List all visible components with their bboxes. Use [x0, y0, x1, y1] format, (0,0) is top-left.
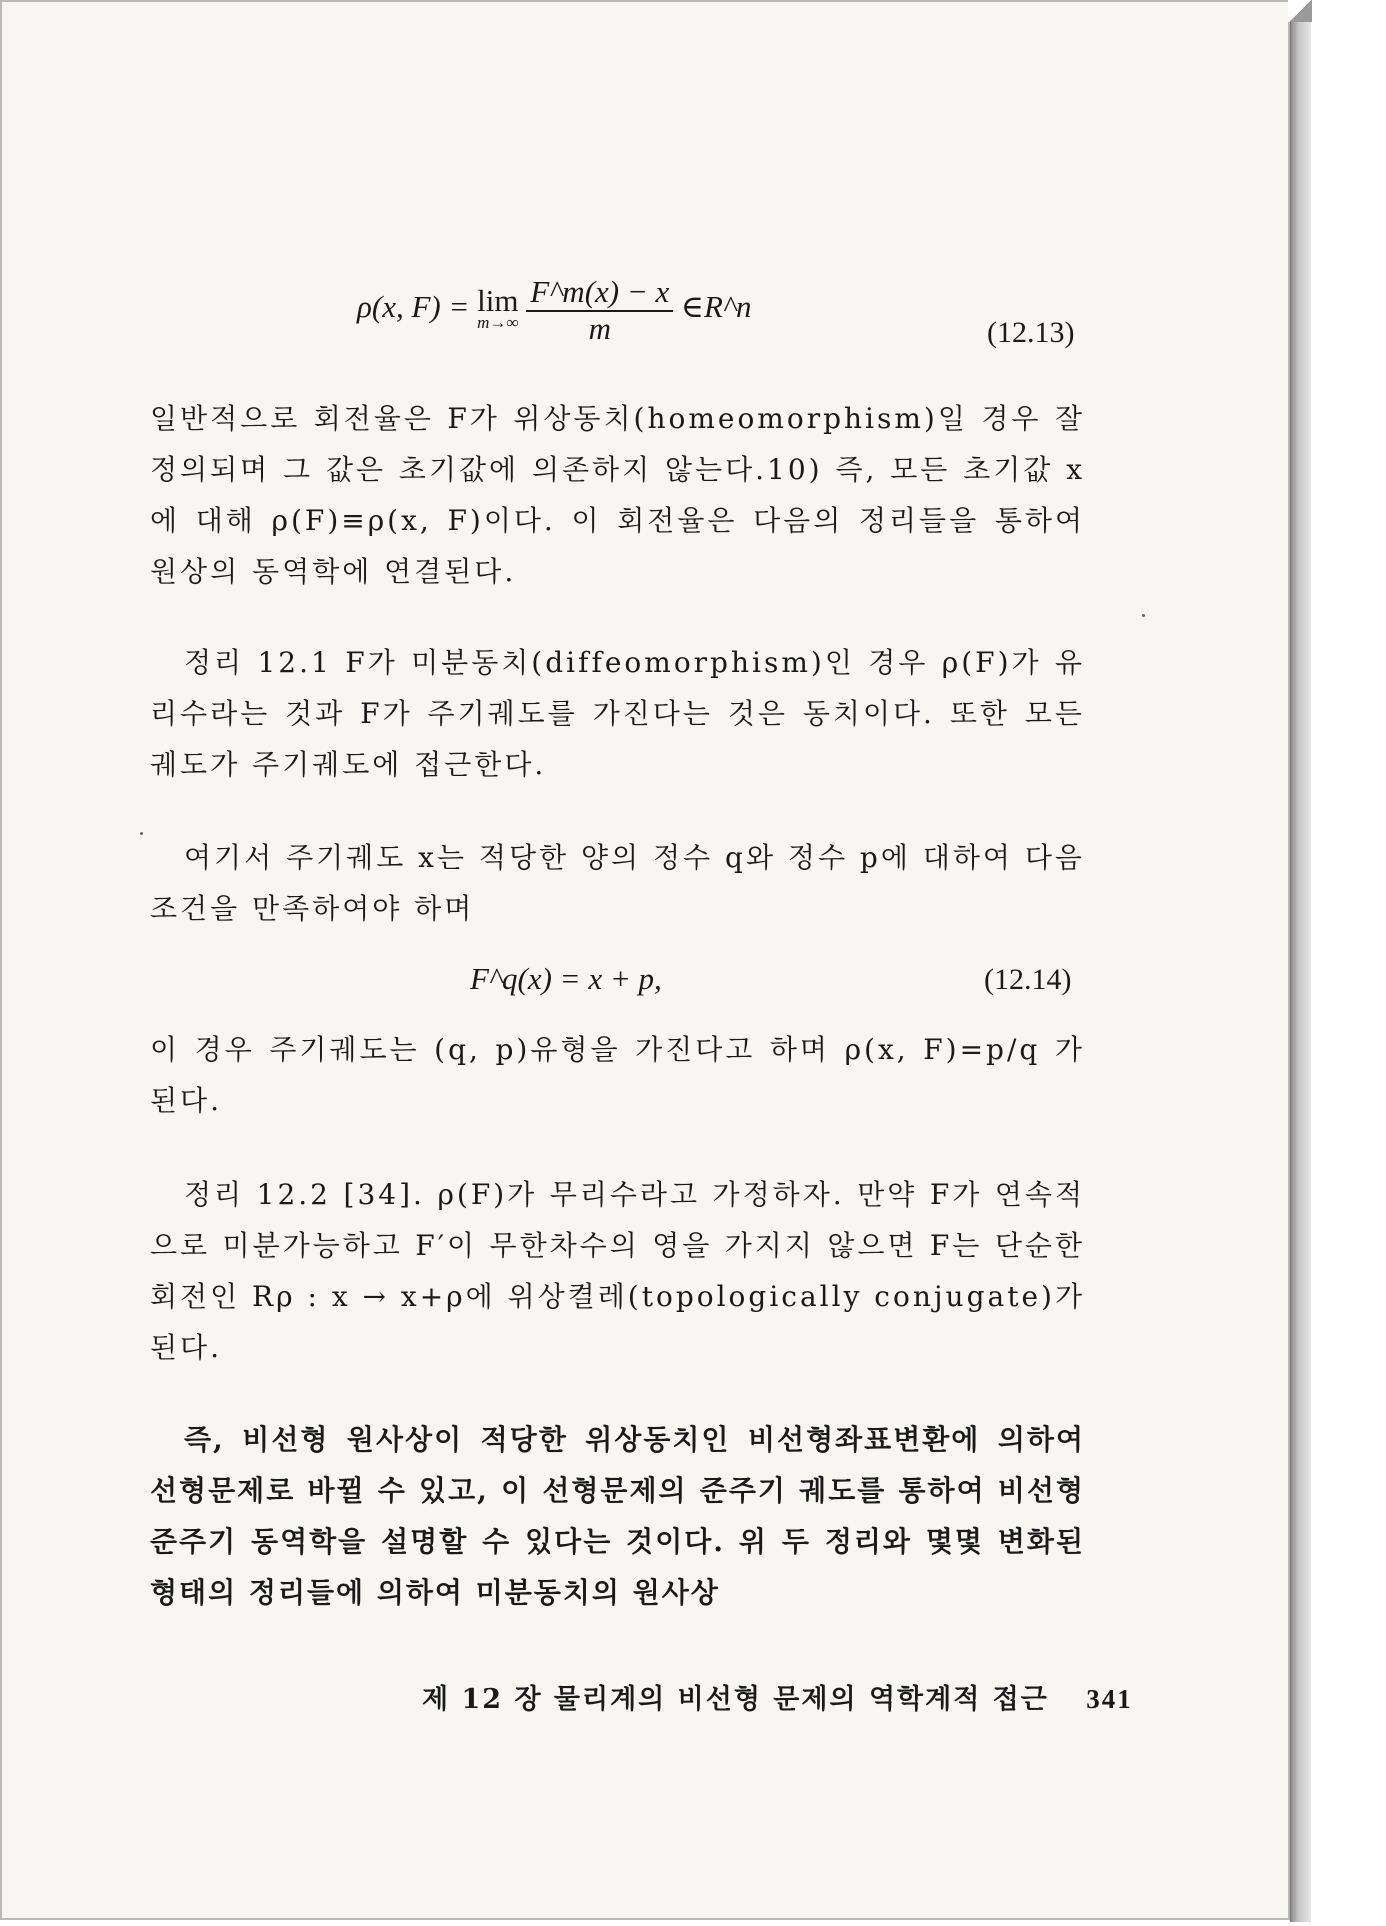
eq1-fraction [526, 274, 673, 346]
print-speck [1142, 614, 1145, 617]
paragraph-rotation-number: 일반적으로 회전율은 F가 위상동치(homeomorphism)일 경우 잘 정의되며 그 값은 초기값에 의존하지 않는다.10) 즉, 모든 초기값 x에 대해 ρ(F)≡ρ(x, F)이다. 이 회전율은 다음의 정리들을 통하여 원상의 동역학에 연결된다. [150, 402, 1085, 588]
eq1-lhs: ρ(x, F) = [357, 289, 470, 325]
equation-12-13 [357, 274, 752, 346]
eq1-rhs: ∈R^n [681, 289, 752, 325]
equation-number-12-13: (12.13) [987, 316, 1075, 349]
eq1-lim-subscript: m→∞ [477, 313, 519, 332]
page-corner-curl [1288, 0, 1312, 22]
theorem-12-1: 정리 12.1 F가 미분동치(diffeomorphism)인 경우 ρ(F)가 유리수라는 것과 F가 주기궤도를 가진다는 것은 동치이다. 또한 모든 궤도가 주기궤도에 접근한다. [150, 646, 1085, 781]
page-footer [422, 1677, 1133, 1716]
page-edge-shadow [1290, 0, 1311, 1922]
paragraph-periodic-orbit: 여기서 주기궤도 x는 적당한 양의 정수 q와 정수 p에 대하여 다음 조건을 만족하여야 하며 [150, 841, 1085, 925]
equation-number-12-14: (12.14) [984, 963, 1072, 996]
page-number: 341 [1086, 1684, 1133, 1714]
eq1-limit [477, 283, 519, 332]
equation-12-14: F^q(x) = x + p, [470, 961, 662, 996]
paragraph-orbit-type: 이 경우 주기궤도는 (q, p)유형을 가진다고 하며 ρ(x, F)=p/q 가 된다. [150, 1033, 1085, 1117]
chapter-title: 제 12 장 물리계의 비선형 문제의 역학계적 접근 [422, 1684, 1049, 1715]
eq1-numerator: F^m(x) − x [526, 274, 673, 312]
theorem-12-2: 정리 12.2 [34]. ρ(F)가 무리수라고 가정하자. 만약 F가 연속적으로 미분가능하고 F′이 무한차수의 영을 가지지 않으면 F는 단순한 회전인 Rρ : x → x+ρ에 위상켤레(topologically conjugate)가 된다. [150, 1178, 1085, 1364]
eq1-denominator: m [588, 311, 611, 346]
print-speck [140, 832, 143, 835]
paragraph-conclusion: 즉, 비선형 원사상이 적당한 위상동치인 비선형좌표변환에 의하여 선형문제로 바뀔 수 있고, 이 선형문제의 준주기 궤도를 통하여 비선형 준주기 동역학을 설명할 수 있다는 것이다. 위 두 정리와 몇몇 변화된 형태의 정리들에 의하여 미분동치의 원사상 [150, 1423, 1085, 1609]
eq1-lim-word: lim [477, 283, 519, 318]
